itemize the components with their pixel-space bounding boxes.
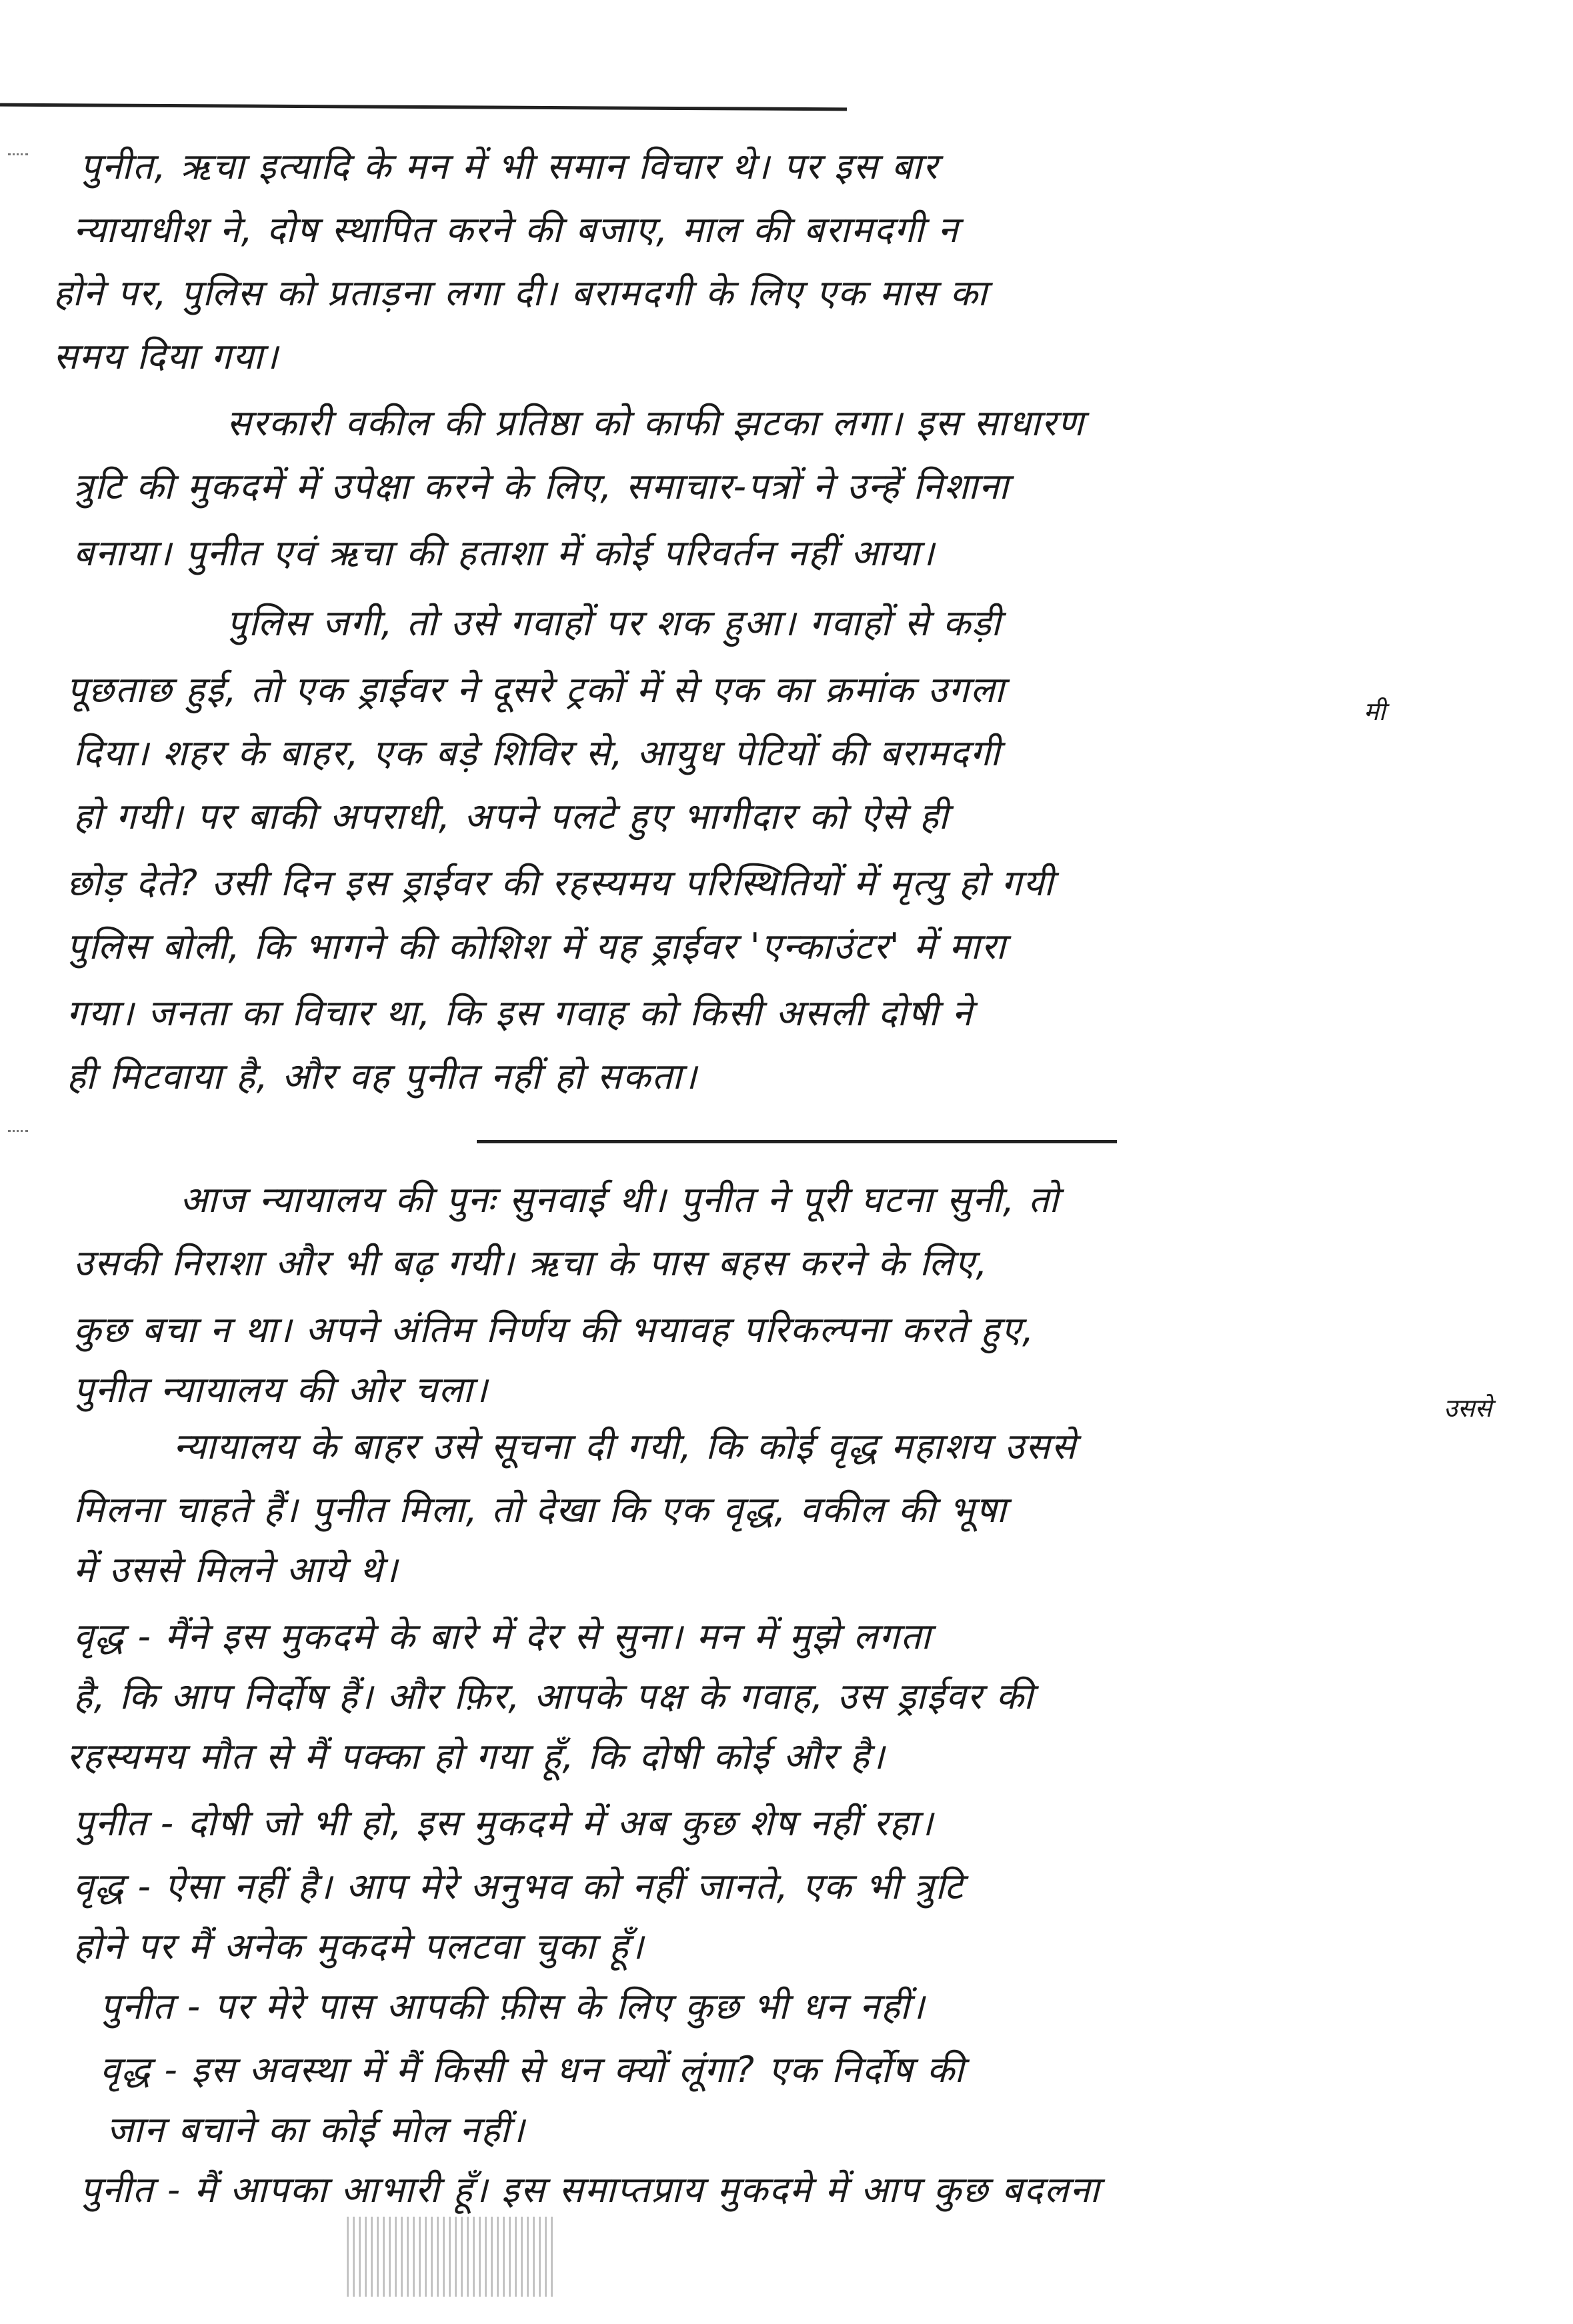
dialogue-line: रहस्यमय मौत से मैं पक्का हो गया हूँ, कि दोषी कोई और है।: [67, 1735, 886, 1777]
dialogue-line: है, कि आप निर्दोष हैं। और फ़िर, आपके पक्ष के गवाह, उस ड्राईवर की: [73, 1675, 1034, 1717]
dialogue-line: जान बचाने का कोई मोल नहीं।: [107, 2109, 526, 2151]
text-line: पुनीत, ऋचा इत्यादि के मन में भी समान विचार थे। पर इस बार: [80, 145, 939, 187]
section-divider-line: [477, 1140, 1117, 1143]
text-line: ही मिटवाया है, और वह पुनीत नहीं हो सकता।: [67, 1055, 698, 1097]
dialogue-line: पुनीत - मैं आपका आभारी हूँ। इस समाप्तप्राय मुकदमे में आप कुछ बदलना: [80, 2169, 1101, 2211]
text-line: आज न्यायालय की पुनः सुनवाई थी। पुनीत ने पूरी घटना सुनी, तो: [180, 1179, 1060, 1221]
top-divider-line: [0, 103, 847, 111]
text-line: पूछताछ हुई, तो एक ड्राईवर ने दूसरे ट्रकों में से एक का क्रमांक उगला: [67, 669, 1006, 711]
dialogue-line: वृद्ध - ऐसा नहीं है। आप मेरे अनुभव को नहीं जानते, एक भी त्रुटि: [73, 1865, 964, 1907]
text-line: होने पर, पुलिस को प्रताड़ना लगा दी। बरामदगी के लिए एक मास का: [53, 272, 988, 314]
dialogue-line: वृद्ध - इस अवस्था में मैं किसी से धन क्यों लूंगा? एक निर्दोष की: [100, 2049, 966, 2091]
margin-mark: [8, 153, 28, 165]
dialogue-line: पुनीत - दोषी जो भी हो, इस मुकदमे में अब कुछ शेष नहीं रहा।: [73, 1802, 934, 1844]
text-line: समय दिया गया।: [53, 335, 279, 377]
text-line: न्यायालय के बाहर उसे सूचना दी गयी, कि कोई वृद्ध महाशय उससे: [173, 1425, 1077, 1467]
handwritten-insertion: मी: [1364, 697, 1386, 726]
text-line: में उससे मिलने आये थे।: [73, 1549, 399, 1591]
text-line: पुलिस बोली, कि भागने की कोशिश में यह ड्राईवर 'एन्काउंटर' में मारा: [67, 925, 1007, 967]
text-line: त्रुटि की मुकदमें में उपेक्षा करने के लिए, समाचार-पत्रों ने उन्हें निशाना: [73, 465, 1010, 507]
handwritten-insertion: उससे: [1444, 1393, 1492, 1423]
text-line: मिलना चाहते हैं। पुनीत मिला, तो देखा कि एक वृद्ध, वकील की भूषा: [73, 1489, 1008, 1531]
text-line: सरकारी वकील की प्रतिष्ठा को काफी झटका लगा। इस साधारण: [227, 402, 1085, 444]
margin-mark: [8, 1130, 28, 1141]
text-line: हो गयी। पर बाकी अपराधी, अपने पलटे हुए भागीदार को ऐसे ही: [73, 795, 950, 837]
text-line: पुलिस जगी, तो उसे गवाहों पर शक हुआ। गवाहों से कड़ी: [227, 602, 1002, 644]
text-line: गया। जनता का विचार था, कि इस गवाह को किसी असली दोषी ने: [67, 992, 974, 1034]
text-line: कुछ बचा न था। अपने अंतिम निर्णय की भयावह परिकल्पना करते हुए,: [73, 1309, 1036, 1351]
text-line: बनाया। पुनीत एवं ऋचा की हताशा में कोई परिवर्तन नहीं आया।: [73, 532, 936, 574]
scan-smudge: [347, 2217, 553, 2297]
dialogue-line: होने पर मैं अनेक मुकदमे पलटवा चुका हूँ।: [73, 1925, 645, 1967]
dialogue-line: वृद्ध - मैंने इस मुकदमे के बारे में देर से सुना। मन में मुझे लगता: [73, 1615, 932, 1657]
text-line: पुनीत न्यायालय की ओर चला।: [73, 1369, 489, 1411]
text-line: दिया। शहर के बाहर, एक बड़े शिविर से, आयुध पेटियों की बरामदगी: [73, 732, 1002, 774]
text-line: उसकी निराशा और भी बढ़ गयी। ऋचा के पास बहस करने के लिए,: [73, 1242, 989, 1284]
text-line: न्यायाधीश ने, दोष स्थापित करने की बजाए, माल की बरामदगी न: [73, 209, 960, 251]
dialogue-line: पुनीत - पर मेरे पास आपकी फ़ीस के लिए कुछ भी धन नहीं।: [100, 1985, 926, 2027]
text-line: छोड़ देते? उसी दिन इस ड्राईवर की रहस्यमय परिस्थितियों में मृत्यु हो गयी: [67, 862, 1055, 904]
